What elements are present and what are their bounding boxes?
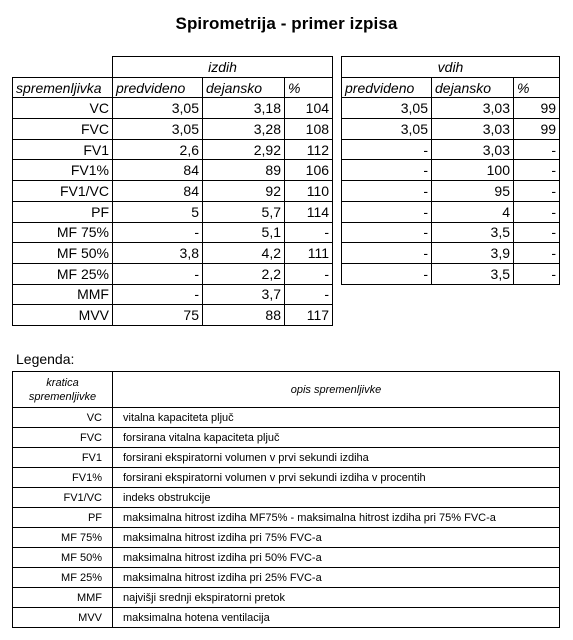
izdih-column-header-row [13, 77, 333, 98]
legend-label: Legenda: [16, 351, 75, 367]
variable-cell: MVV [13, 305, 113, 326]
table-row [13, 222, 333, 243]
variable-cell: MF 50% [13, 243, 113, 264]
legend-description: forsirani ekspiratorni volumen v prvi sekundi izdiha v procentih [113, 468, 560, 488]
izdih-group-header-row [13, 57, 333, 78]
legend-abbreviation: MF 50% [13, 548, 113, 568]
column-header-predvideno: predvideno [113, 77, 203, 98]
predvideno-cell: - [113, 263, 203, 284]
legend-row [13, 468, 560, 488]
table-row [13, 98, 333, 119]
variable-cell: FV1/VC [13, 181, 113, 202]
dejansko-cell: 95 [432, 181, 514, 202]
predvideno-cell: 5 [113, 201, 203, 222]
legend-abbreviation: FV1/VC [13, 488, 113, 508]
legend-row [13, 408, 560, 428]
table-row [13, 201, 333, 222]
legend-row [13, 608, 560, 628]
predvideno-cell: - [342, 243, 432, 264]
column-header-percent: % [514, 77, 560, 98]
legend-description: maksimalna hitrost izdiha pri 50% FVC-a [113, 548, 560, 568]
dejansko-cell: 2,2 [203, 263, 285, 284]
predvideno-cell: 75 [113, 305, 203, 326]
percent-cell: 106 [285, 160, 333, 181]
percent-cell: 117 [285, 305, 333, 326]
vdih-group-header-row [342, 57, 560, 78]
table-row [13, 119, 333, 140]
table-row [13, 263, 333, 284]
dejansko-cell: 3,03 [432, 119, 514, 140]
legend-header-kratica: kratica spremenljivke [13, 372, 113, 408]
percent-cell: - [514, 139, 560, 160]
column-header-spremenljivka: spremenljivka [13, 77, 113, 98]
legend-row [13, 428, 560, 448]
dejansko-cell: 3,18 [203, 98, 285, 119]
legend-row [13, 548, 560, 568]
legend-abbreviation: FV1 [13, 448, 113, 468]
predvideno-cell: - [113, 222, 203, 243]
table-row [13, 139, 333, 160]
table-row [13, 243, 333, 264]
percent-cell: - [514, 263, 560, 284]
percent-cell: - [285, 284, 333, 305]
dejansko-cell: 3,9 [432, 243, 514, 264]
legend-table [12, 371, 560, 628]
dejansko-cell: 89 [203, 160, 285, 181]
percent-cell: - [514, 201, 560, 222]
table-row [13, 305, 333, 326]
percent-cell: - [514, 160, 560, 181]
legend-row [13, 528, 560, 548]
legend-description: najvišji srednji ekspiratorni pretok [113, 588, 560, 608]
legend-row [13, 448, 560, 468]
predvideno-cell: - [342, 139, 432, 160]
dejansko-cell: 3,28 [203, 119, 285, 140]
izdih-group-label: izdih [113, 57, 333, 78]
legend-abbreviation: VC [13, 408, 113, 428]
percent-cell: 99 [514, 98, 560, 119]
predvideno-cell: - [342, 201, 432, 222]
predvideno-cell: - [113, 284, 203, 305]
percent-cell: - [285, 222, 333, 243]
predvideno-cell: 3,8 [113, 243, 203, 264]
vdih-table [341, 56, 560, 285]
variable-cell: VC [13, 98, 113, 119]
table-row [342, 119, 560, 140]
percent-cell: 111 [285, 243, 333, 264]
vdih-group-label: vdih [342, 57, 560, 78]
percent-cell: - [514, 222, 560, 243]
variable-cell: FV1 [13, 139, 113, 160]
percent-cell: 108 [285, 119, 333, 140]
table-row [342, 263, 560, 284]
variable-cell: MF 25% [13, 263, 113, 284]
legend-description: forsirani ekspiratorni volumen v prvi sekundi izdiha [113, 448, 560, 468]
legend-row [13, 508, 560, 528]
legend-description: forsirana vitalna kapaciteta pljuč [113, 428, 560, 448]
predvideno-cell: 3,05 [113, 119, 203, 140]
table-row [13, 160, 333, 181]
legend-header-row [13, 372, 560, 408]
table-row [342, 160, 560, 181]
legend-description: maksimalna hitrost izdiha MF75% - maksimalna hitrost izdiha pri 75% FVC-a [113, 508, 560, 528]
predvideno-cell: 3,05 [342, 119, 432, 140]
legend-row [13, 488, 560, 508]
table-row [13, 284, 333, 305]
column-header-dejansko: dejansko [203, 77, 285, 98]
predvideno-cell: 84 [113, 181, 203, 202]
predvideno-cell: 2,6 [113, 139, 203, 160]
dejansko-cell: 2,92 [203, 139, 285, 160]
legend-abbreviation: PF [13, 508, 113, 528]
percent-cell: - [514, 181, 560, 202]
column-header-dejansko: dejansko [432, 77, 514, 98]
variable-cell: PF [13, 201, 113, 222]
table-row [342, 181, 560, 202]
legend-description: indeks obstrukcije [113, 488, 560, 508]
legend-abbreviation: FV1% [13, 468, 113, 488]
legend-abbreviation: MF 25% [13, 568, 113, 588]
legend-abbreviation: MMF [13, 588, 113, 608]
legend-abbreviation: FVC [13, 428, 113, 448]
table-row [342, 222, 560, 243]
predvideno-cell: 3,05 [113, 98, 203, 119]
percent-cell: 110 [285, 181, 333, 202]
izdih-corner-cell [13, 57, 113, 78]
dejansko-cell: 3,5 [432, 263, 514, 284]
dejansko-cell: 88 [203, 305, 285, 326]
legend-description: maksimalna hitrost izdiha pri 25% FVC-a [113, 568, 560, 588]
percent-cell: 114 [285, 201, 333, 222]
percent-cell: - [285, 263, 333, 284]
variable-cell: MF 75% [13, 222, 113, 243]
dejansko-cell: 100 [432, 160, 514, 181]
dejansko-cell: 5,1 [203, 222, 285, 243]
table-row [342, 98, 560, 119]
percent-cell: 104 [285, 98, 333, 119]
percent-cell: 112 [285, 139, 333, 160]
predvideno-cell: - [342, 263, 432, 284]
legend-description: maksimalna hotena ventilacija [113, 608, 560, 628]
column-header-predvideno: predvideno [342, 77, 432, 98]
izdih-table [12, 56, 333, 326]
table-row [342, 243, 560, 264]
dejansko-cell: 3,03 [432, 139, 514, 160]
column-header-percent: % [285, 77, 333, 98]
variable-cell: MMF [13, 284, 113, 305]
predvideno-cell: - [342, 222, 432, 243]
dejansko-cell: 3,7 [203, 284, 285, 305]
dejansko-cell: 4,2 [203, 243, 285, 264]
dejansko-cell: 4 [432, 201, 514, 222]
legend-description: vitalna kapaciteta pljuč [113, 408, 560, 428]
legend-description: maksimalna hitrost izdiha pri 75% FVC-a [113, 528, 560, 548]
predvideno-cell: - [342, 181, 432, 202]
legend-row [13, 588, 560, 608]
variable-cell: FVC [13, 119, 113, 140]
legend-row [13, 568, 560, 588]
dejansko-cell: 5,7 [203, 201, 285, 222]
dejansko-cell: 3,5 [432, 222, 514, 243]
predvideno-cell: 84 [113, 160, 203, 181]
predvideno-cell: 3,05 [342, 98, 432, 119]
dejansko-cell: 3,03 [432, 98, 514, 119]
predvideno-cell: - [342, 160, 432, 181]
legend-abbreviation: MVV [13, 608, 113, 628]
page-title: Spirometrija - primer izpisa [175, 14, 398, 33]
dejansko-cell: 92 [203, 181, 285, 202]
table-row [342, 201, 560, 222]
percent-cell: 99 [514, 119, 560, 140]
legend-header-opis: opis spremenljivke [113, 372, 560, 408]
legend-abbreviation: MF 75% [13, 528, 113, 548]
table-row [342, 139, 560, 160]
table-row [13, 181, 333, 202]
vdih-column-header-row [342, 77, 560, 98]
variable-cell: FV1% [13, 160, 113, 181]
percent-cell: - [514, 243, 560, 264]
